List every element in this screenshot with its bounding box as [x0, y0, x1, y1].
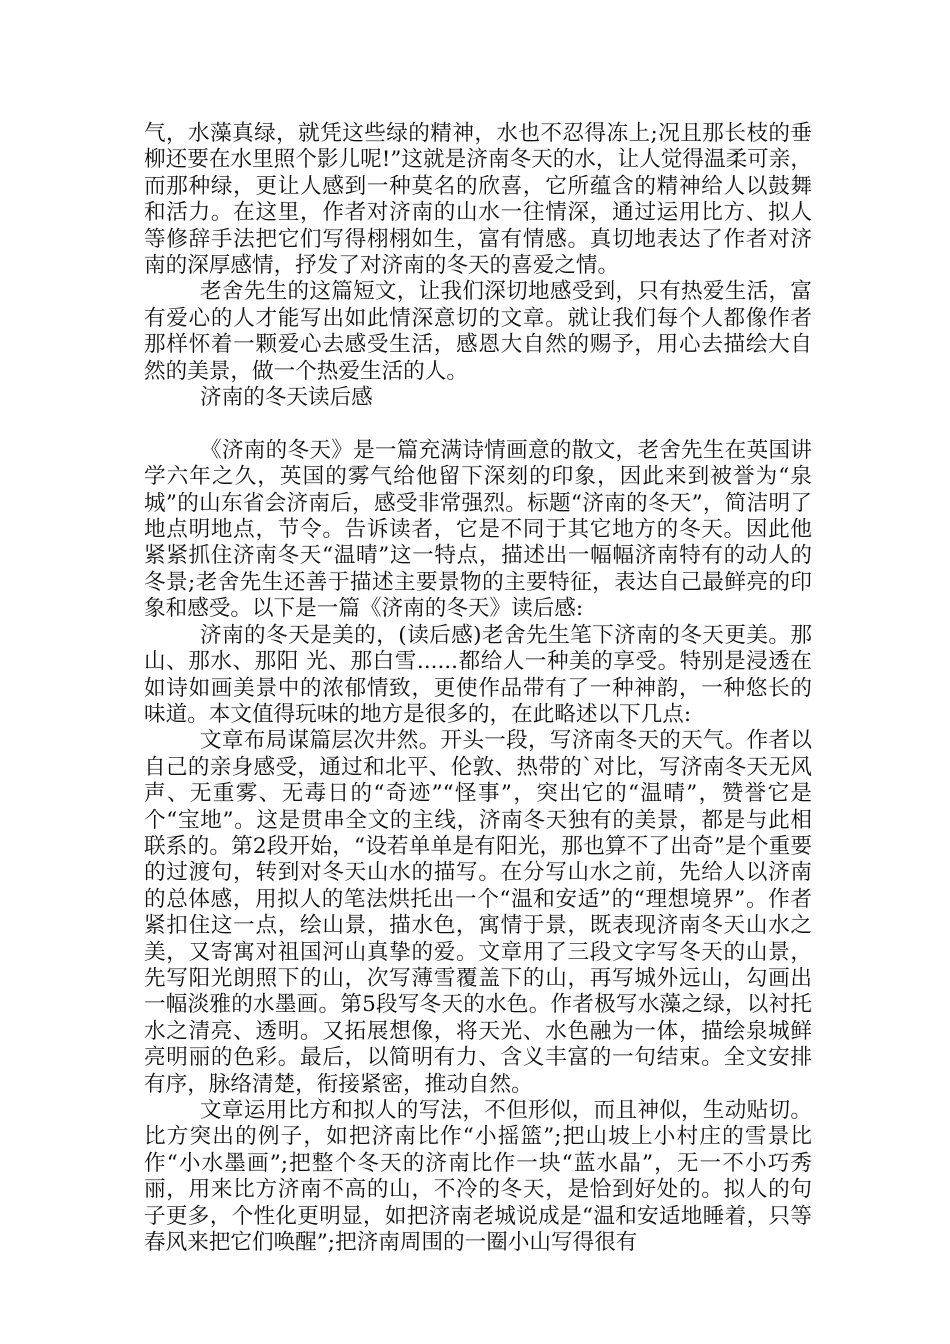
paragraph-continuation: 气，水藻真绿，就凭这些绿的精神，水也不忍得冻上;况且那长枝的垂柳还要在水里照个影儿呢!”这就是济南冬天的水，让人觉得温柔可亲，而那种绿，更让人感到一种莫名的欣喜，它所蕴含的精神给人以鼓舞和活力。在这里，作者对济南的山水一往情深，通过运用比方、拟人等修辞手法把它们写得栩栩如生，富有情感。真切地表达了作者对济南的深厚感情，抒发了对济南的冬天的喜爱之情。 — [144, 121, 812, 279]
paragraph-intro: 《济南的冬天》是一篇充满诗情画意的散文，老舍先生在英国讲学六年之久，英国的雾气给他留下深刻的印象，因此来到被誉为“泉城”的山东省会济南后，感受非常强烈。标题“济南的冬天”，简洁明了地点明地点，节令。告诉读者，它是不同于其它地方的冬天。因此他紧紧抓住济南冬天“温晴”这一特点，描述出一幅幅济南特有的动人的冬景;老舍先生还善于描述主要景物的主要特征，表达自己最鲜亮的印象和感受。以下是一篇《济南的冬天》读后感: — [144, 437, 812, 622]
section-heading: 济南的冬天读后感 — [200, 385, 373, 411]
paragraph-structure: 文章布局谋篇层次井然。开头一段，写济南冬天的天气。作者以自己的亲身感受，通过和北平、伦敦、热带的`对比，写济南冬天无风声、无重雾、无毒日的“奇迹”“怪事”，突出它的“温晴”，赞誉它是个“宝地”。这是贯串全文的主线，济南冬天独有的美景，都是与此相联系的。第2段开始，“设若单单是有阳光，那也算不了出奇”是个重要的过渡句，转到对冬天山水的描写。在分写山水之前，先给人以济南的总体感，用拟人的笔法烘托出一个“温和安适”的“理想境界”。作者紧扣住这一点，绘山景，描水色，寓情于景，既表现济南冬天山水之美，又寄寓对祖国河山真挚的爱。文章用了三段文字写冬天的山景，先写阳光朗照下的山，次写薄雪覆盖下的山，再写城外远山，勾画出一幅淡雅的水墨画。第5段写冬天的水色。作者极写水藻之绿，以衬托水之清亮、透明。又拓展想像，将天光、水色融为一体，描绘泉城鲜亮明丽的色彩。最后，以简明有力、含义丰富的一句结束。全文安排有序，脉络清楚，衔接紧密，推动自然。 — [144, 728, 812, 1097]
paragraph-conclusion: 老舍先生的这篇短文，让我们深切地感受到，只有热爱生活，富有爱心的人才能写出如此情深意切的文章。就让我们每个人都像作者那样怀着一颗爱心去感受生活，感恩大自然的赐予，用心去描绘大自然的美景，做一个热爱生活的人。 — [144, 279, 812, 384]
document-page — [144, 121, 812, 1256]
blank-line — [144, 411, 812, 437]
paragraph-beauty: 济南的冬天是美的，(读后感)老舍先生笔下济南的冬天更美。那山、那水、那阳 光、那白雪......都给人一种美的享受。特别是浸透在如诗如画美景中的浓郁情致，更使作品带有了一种神韵，一种悠长的味道。本文值得玩味的地方是很多的，在此略述以下几点: — [144, 622, 812, 727]
paragraph-rhetoric: 文章运用比方和拟人的写法，不但形似，而且神似，生动贴切。比方突出的例子，如把济南比作“小摇篮”;把山坡上小村庄的雪景比作“小水墨画”;把整个冬天的济南比作一块“蓝水晶”，无一不小巧秀丽，用来比方济南不高的山，不冷的冬天，是恰到好处的。拟人的句子更多，个性化更明显，如把济南老城说成是“温和安适地睡着，只等春风来把它们唤醒”;把济南周围的一圈小山写得很有 — [144, 1098, 812, 1256]
